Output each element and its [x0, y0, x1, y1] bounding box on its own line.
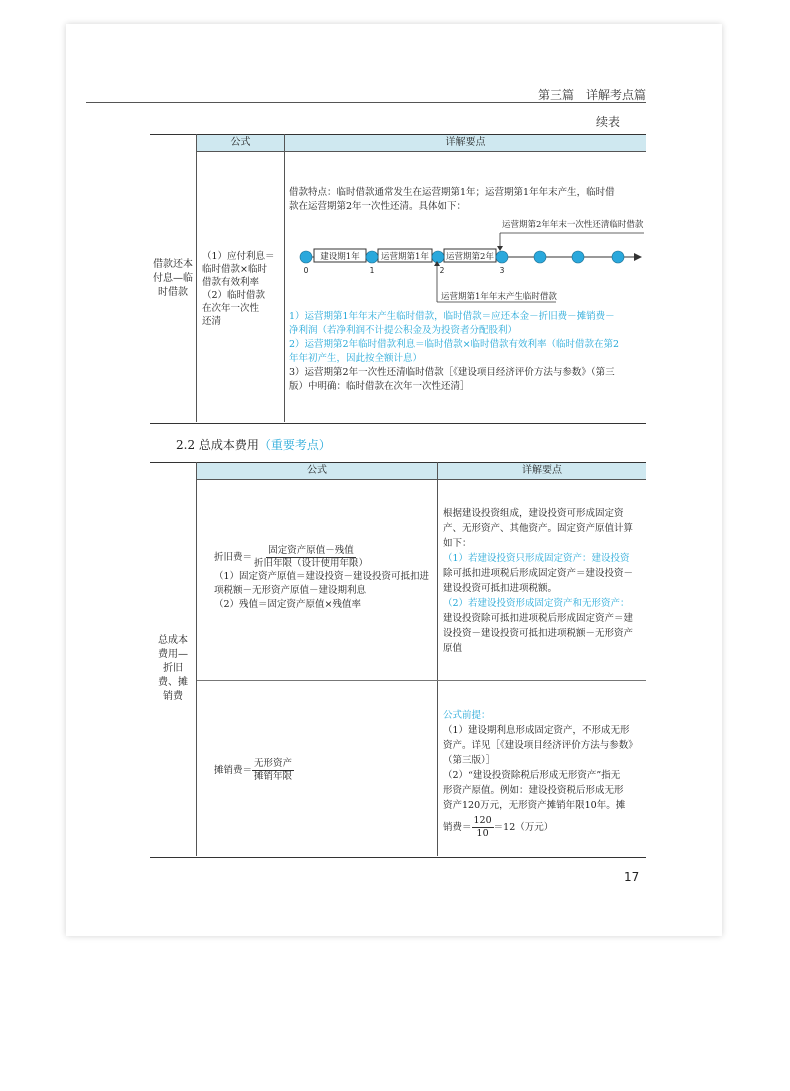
phase-box-construction: 建设期1年: [320, 252, 360, 262]
formula-cell: （1）应付利息＝ 临时借款×临时 借款有效利率 （2）临时借款 在次年一次性 还清: [202, 251, 275, 327]
depreciation-formula: 折旧费＝ $\frac{\text{固定资产原值－残值}}{\text{折旧年限（设计使用年限）}}$ （1）固定资产原值＝建设投资－建设投资可抵扣进 项税额－无形资产原值－建设期利息 （2）残值＝固定资产原值×残值率: [214, 545, 430, 610]
column-divider: [196, 134, 197, 422]
timeline-tick-1: 1: [369, 266, 375, 275]
loan-timeline-diagram: [294, 208, 646, 308]
timeline-node: [496, 251, 508, 263]
loan-table-header-formula: 公式: [197, 135, 284, 152]
cost-table-header-formula: 公式: [197, 463, 437, 480]
phase-box-operation-1: 运营期第1年: [381, 252, 429, 262]
loan-points-text: 1）运营期第1年年末产生临时借款，临时借款＝应还本金－折旧费－摊销费－ 净利润（若净利润不计提公积金及为投资者分配股利） 2）运营期第2年临时借款利息＝临时借款×临时借款有效利率（临时借款在第2 年年初产生，因此按全额计息） 3）运营期第2年一次性还清临时借款［《建设项目经济评价方法与参数》（第三 版）中明确：临时借款在次年一次性还清］: [289, 311, 620, 392]
header-rule: [86, 102, 646, 103]
timeline-tick-0: 0: [303, 266, 309, 275]
timeline-bottom-label: 运营期第1年年末产生临时借款: [441, 292, 557, 302]
running-head: 第三篇 详解考点篇: [537, 88, 646, 102]
timeline-node: [432, 251, 444, 263]
timeline-node: [366, 251, 378, 263]
section-tag: （重要考点）: [258, 438, 331, 452]
cost-table-header-points: 详解要点: [438, 463, 646, 480]
timeline-top-label: 运营期第2年年末一次性还清临时借款: [502, 220, 644, 230]
row-divider: [197, 680, 646, 681]
phase-box-operation-2: 运营期第2年: [446, 252, 494, 262]
row-category: 总成本费用—折旧费、摊销费: [158, 635, 188, 702]
amortization-points: 公式前提： （1）建设期利息形成固定资产，不形成无形 资产。详见［《建设项目经济评价方法与参数》 （第三版）］ （2）“建设投资除税后形成无形资产”指无 形资产原值。例如：建设投资税后形成无形 资产120万元，无形资产摊销年限10年。摊 销费＝ $\frac{120}{10}$ ＝12（万元）: [443, 710, 638, 839]
timeline-node: [534, 251, 546, 263]
timeline-node: [572, 251, 584, 263]
timeline-node: [300, 251, 312, 263]
amortization-formula: 摊销费＝ $\frac{\text{无形资产}}{\text{摊销年限}}$: [214, 758, 293, 782]
timeline-tick-3: 3: [499, 266, 505, 275]
timeline-node: [612, 251, 624, 263]
section-title: 2.2 总成本费用（重要考点）: [176, 438, 331, 452]
timeline-tick-2: 2: [439, 266, 445, 275]
page-number: 17: [624, 870, 640, 884]
depreciation-points: 根据建设投资组成，建设投资可形成固定资 产、无形资产、其他资产。固定资产原值计算 如下： （1）若建设投资只形成固定资产：建设投资 除可抵扣进项税后形成固定资产＝建设投资－ 建设投资可抵扣进项税额。 （2）若建设投资形成固定资产和无形资产： 建设投资除可抵扣进项税后形成固定资产＝建 设投资－建设投资可抵扣进项税额－无形资产 原值: [443, 508, 634, 654]
intro-text: 借款特点：临时借款通常发生在运营期第1年；运营期第1年年末产生，临时借 款在运营期第2年一次性还清。具体如下：: [289, 187, 615, 212]
row-category: 借款还本付息—临时借款: [153, 259, 193, 298]
column-divider: [284, 134, 285, 422]
loan-table-header-points: 详解要点: [285, 135, 646, 152]
column-divider: [196, 462, 197, 856]
column-divider: [437, 462, 438, 856]
continued-label: 续表: [596, 115, 621, 129]
